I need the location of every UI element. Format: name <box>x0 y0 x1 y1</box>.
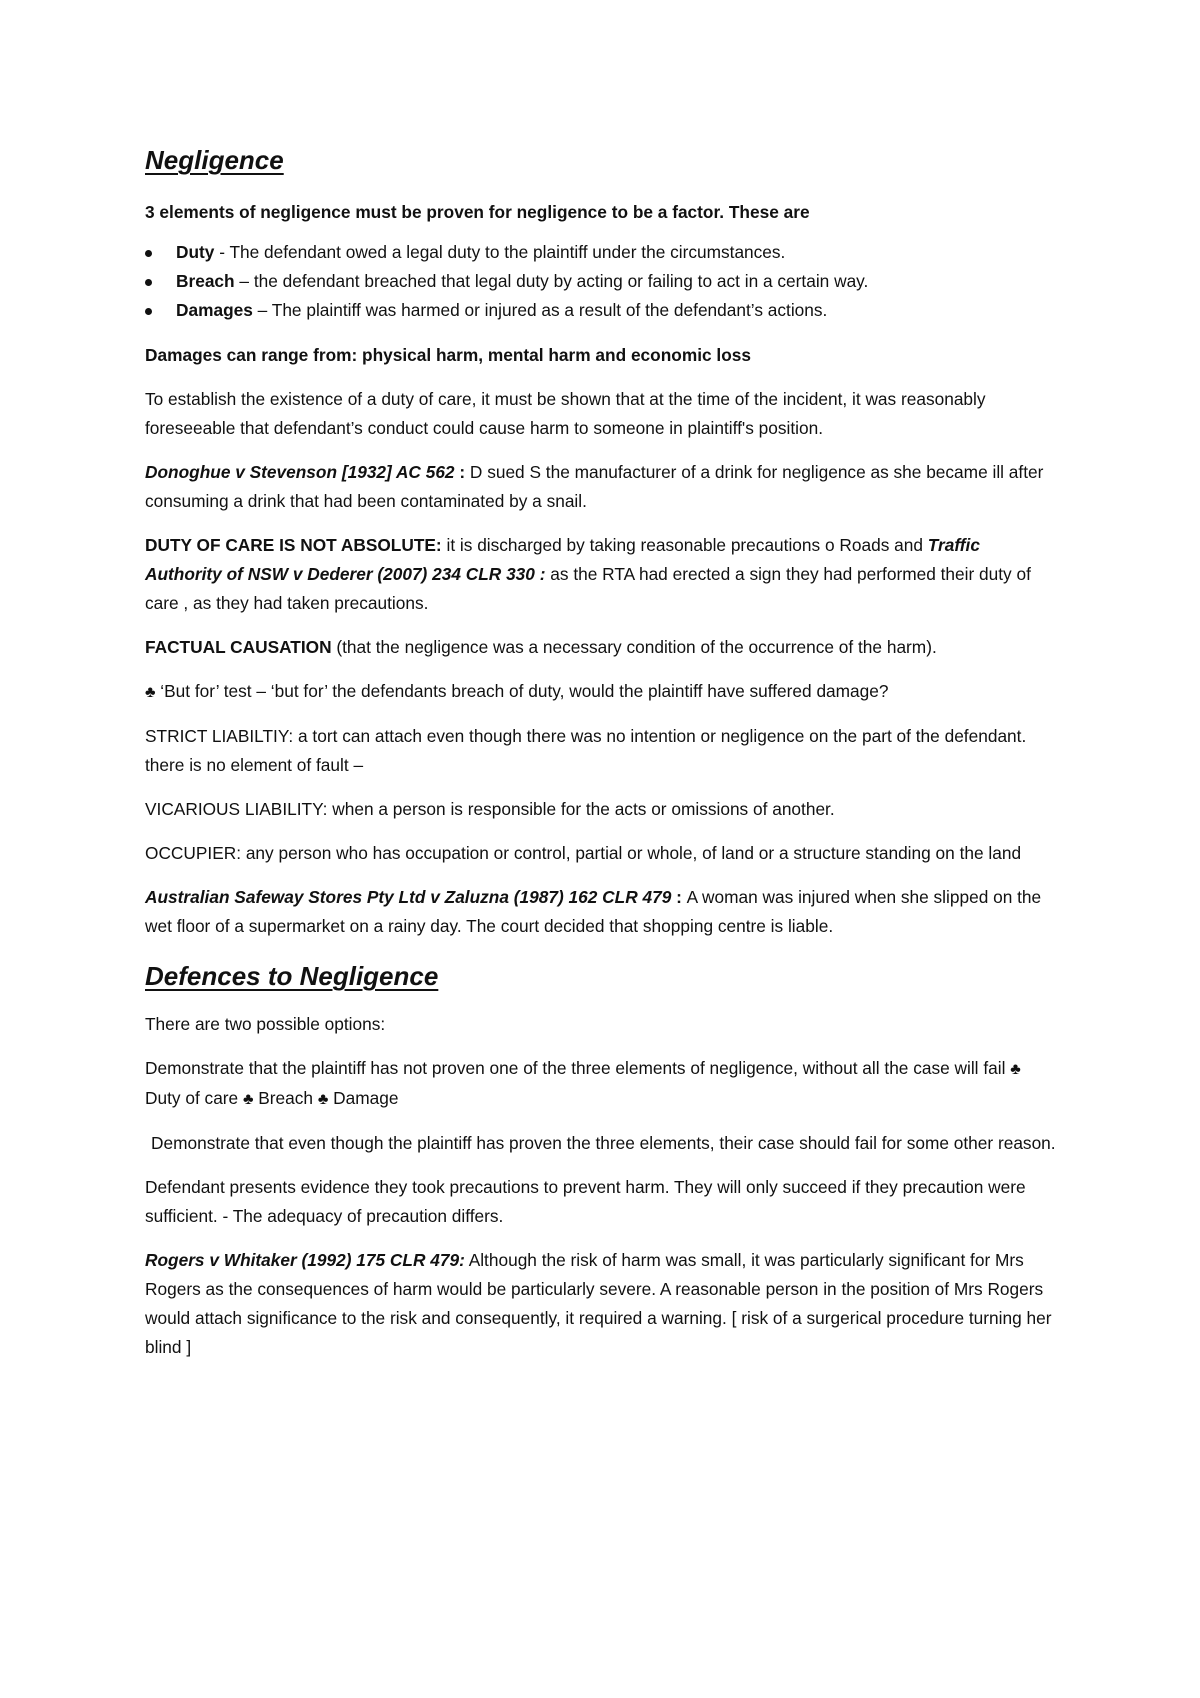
element-term: Duty <box>176 242 215 262</box>
heading-defences: Defences to Negligence <box>145 961 439 991</box>
duty-not-absolute-label: DUTY OF CARE IS NOT ABSOLUTE: <box>145 535 442 555</box>
bullet-icon <box>145 250 152 257</box>
case-summary: as the RTA had erected a sign they had performed their duty of care , as they had taken precautions. <box>145 564 1031 613</box>
case-summary: A woman was injured when she slipped on the wet floor of a supermarket on a rainy day. The court decided that shopping centre is liable. <box>145 887 1042 936</box>
list-item-damages <box>145 296 1060 325</box>
option-item: Damage <box>328 1088 399 1108</box>
club-bullet-icon: ♣ <box>242 1091 254 1108</box>
factual-causation-text: (that the negligence was a necessary condition of the occurrence of the harm). <box>331 637 937 657</box>
heading-negligence: Negligence <box>145 145 284 175</box>
duty-establishment: To establish the existence of a duty of care, it must be shown that at the time of the incident, it was reasonably foreseeable that defendant’s conduct could cause harm to someone in plaintiff's position. <box>145 389 986 438</box>
list-item-duty <box>145 238 1060 267</box>
case-summary: Although the risk of harm was small, it was particularly significant for Mrs Rogers as the consequences of harm would be particularly severe. A reasonable person in the position of Mrs Rogers would attach significance to the risk and consequently, it required a warning. [ risk of a surgerical procedure turning her blind ] <box>145 1250 1052 1357</box>
case-citation: Traffic Authority of NSW v Dederer (2007) 234 CLR 330 : <box>145 535 980 584</box>
factual-causation-label: FACTUAL CAUSATION <box>145 637 332 657</box>
duty-not-absolute <box>145 531 1060 618</box>
but-for-text: ‘But for’ test – ‘but for’ the defendants breach of duty, would the plaintiff have suffered damage? <box>155 681 889 701</box>
case-summary: D sued S the manufacturer of a drink for negligence as she became ill after consuming a drink that had been contaminated by a snail. <box>145 462 1044 511</box>
precaution-text: Defendant presents evidence they took precautions to prevent harm. They will only succeed if they precaution were sufficient. - The adequacy of precaution differs. <box>145 1177 1026 1226</box>
element-term: Damages <box>176 300 253 320</box>
option-one-text: Demonstrate that the plaintiff has not proven one of the three elements of negligence, without all the case will fail <box>145 1058 1011 1078</box>
element-term: Breach <box>176 271 235 291</box>
club-bullet-icon: ♣ <box>1010 1061 1021 1078</box>
case-citation: Donoghue v Stevenson [1932] AC 562 <box>145 462 455 482</box>
case-separator: : <box>671 887 687 907</box>
occupier-definition: OCCUPIER: any person who has occupation or control, partial or whole, of land or a structure standing on the land <box>145 843 1022 863</box>
case-separator: : <box>454 462 470 482</box>
case-safeway <box>145 883 1060 941</box>
option-item: Breach <box>253 1088 318 1108</box>
element-text: - The defendant owed a legal duty to the plaintiff under the circumstances. <box>214 242 786 262</box>
element-text: – The plaintiff was harmed or injured as a result of the defendant’s actions. <box>252 300 828 320</box>
option-item: Duty of care <box>145 1088 243 1108</box>
bullet-icon <box>145 279 152 286</box>
option-two: Demonstrate that even though the plaintiff has proven the three elements, their case should fail for some other reason. <box>151 1133 1056 1153</box>
case-donoghue <box>145 458 1060 516</box>
duty-not-absolute-text: it is discharged by taking reasonable precautions o Roads and <box>441 535 928 555</box>
case-citation: Rogers v Whitaker (1992) 175 CLR 479: <box>145 1250 465 1270</box>
case-rogers <box>145 1246 1060 1362</box>
but-for-test <box>145 677 1060 707</box>
damages-range: Damages can range from: physical harm, mental harm and economic loss <box>145 345 751 365</box>
option-one <box>145 1054 1060 1114</box>
element-text: – the defendant breached that legal duty by acting or failing to act in a certain way. <box>234 271 869 291</box>
case-citation: Australian Safeway Stores Pty Ltd v Zaluzna (1987) 162 CLR 479 <box>145 887 672 907</box>
factual-causation <box>145 633 1060 662</box>
options-intro: There are two possible options: <box>145 1014 386 1034</box>
intro-text: 3 elements of negligence must be proven for negligence to be a factor. These are <box>145 202 810 222</box>
list-item-breach <box>145 267 1060 296</box>
club-bullet-icon: ♣ <box>317 1091 329 1108</box>
bullet-icon <box>145 308 152 315</box>
club-bullet-icon: ♣ <box>145 684 156 701</box>
elements-list <box>145 238 1060 325</box>
strict-liability: STRICT LIABILTIY: a tort can attach even though there was no intention or negligence on the part of the defendant. there is no element of fault – <box>145 726 1027 775</box>
vicarious-liability: VICARIOUS LIABILITY: when a person is responsible for the acts or omissions of another. <box>145 799 835 819</box>
